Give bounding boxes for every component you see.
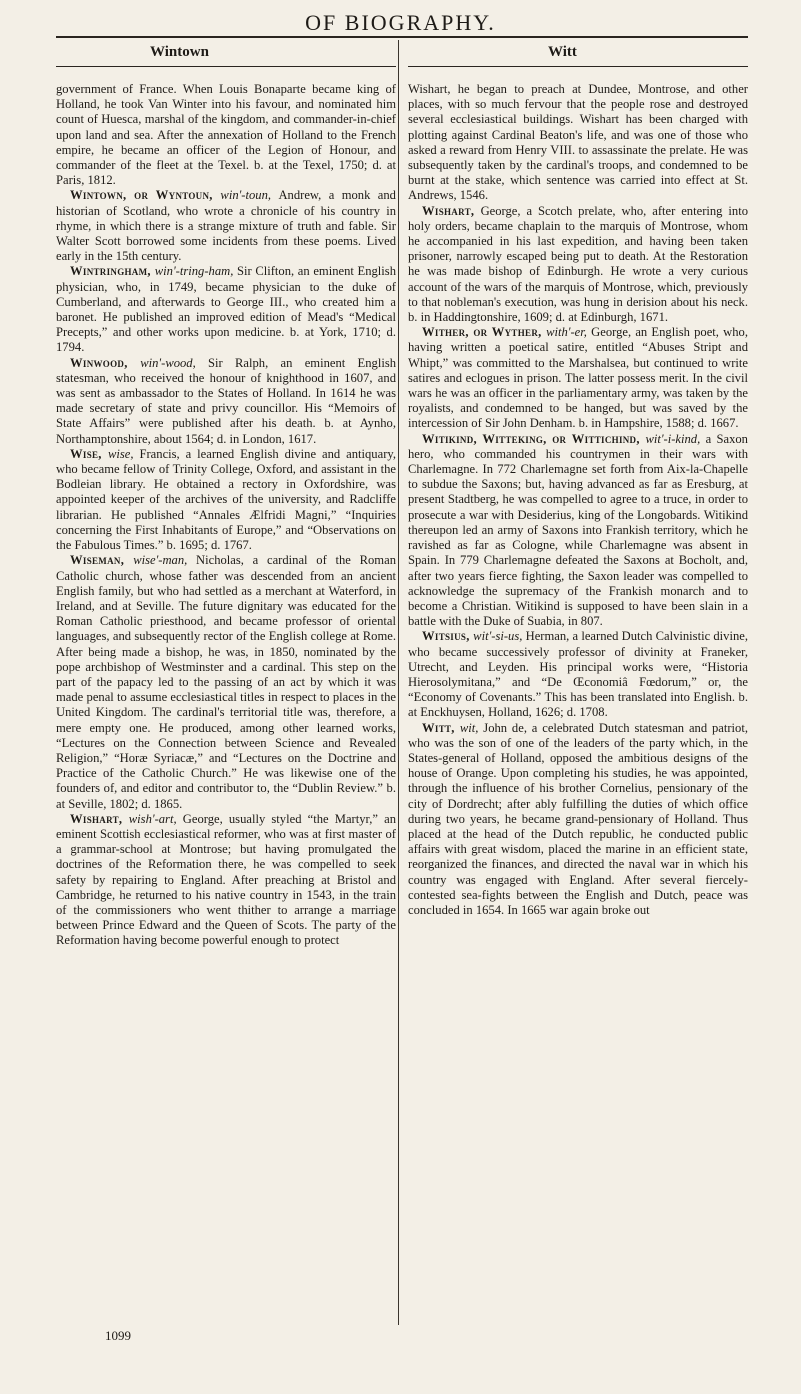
entry (56, 553, 396, 811)
entry (408, 325, 748, 431)
entry-headword: Wishart, (422, 203, 481, 218)
entry-headword: Wishart, (70, 811, 129, 826)
left-column (56, 82, 396, 949)
left-guide-rule (56, 66, 396, 67)
entry-pronunciation: wise'-man, (133, 553, 197, 568)
entry (56, 812, 396, 949)
entry-pronunciation: win'-tring-ham, (154, 264, 238, 279)
entry (408, 629, 748, 720)
entry-text: a Saxon hero, who commanded his countrymen in their wars with Charlemagne. In 772 Charlemagne set forth from Aix-la-Chapelle to subdue the Saxons; but, having advanced as far as Eresburg, at present Stadtberg, he was compelled to agree to a truce, in order to prosecute a war with Desiderius, king of the Longobards. Witikind thereupon led an army of Saxons into Frankish territory, which he ravished as far as Cologne, while Charlemagne was absent in Spain. In 779 Charlemagne defeated the Saxons at Bocholt, and, after two years fierce fighting, the Saxon leader was compelled to acknowledge the supremacy of the Frankish monarch and to become a Christian. Witikind is supposed to have been slain in a battle with the Duke of Suabia, in 807. (408, 431, 748, 629)
entry (56, 264, 396, 355)
entry-headword: Witikind, Witteking, or Wittichind, (422, 431, 646, 446)
entry (56, 356, 396, 447)
entry-text: Nicholas, a cardinal of the Roman Catholic church, whose father was descended from an ancient English family, but who had settled as a merchant at Waterford, in Ireland, and at Seville. The future dignitary was educated for the Roman Catholic priesthood, and became professor of oriental languages, and subsequently rector of the English college at Rome. After being made a bishop, he was, in 1850, nominated by the pope archbishop of Westminster and a cardinal. This step on the part of the papacy led to the passing of an act by which it was made penal to assume ecclesiastical titles in respect to places in the United Kingdom. The cardinal's territorial title was, therefore, a mere empty one. He produced, among other learned works, “Lectures on the Connection between Science and Revealed Religion,” “Horæ Syriacæ,” and “Lectures on the Doctrine and Practice of the Catholic Church.” He was likewise one of the founders of, and editor and contributor to, the “Dublin Review.” b. at Seville, 1802; d. 1865. (56, 553, 396, 811)
entry-pronunciation: win'-wood, (140, 355, 209, 370)
entry-pronunciation: wit'-i-kind, (645, 431, 706, 446)
header-rule (56, 36, 748, 38)
entry-headword: Wither, or Wyther, (422, 325, 547, 340)
entry-text: Herman, a learned Dutch Calvinistic divine, who became successively professor of divinity at Franeker, Utrecht, and Leyden. His principal works were, “Historia Hierosolymitana,” and “De Œconomiâ Fœdorum,” or, the “Economy of Covenants.” This has been translated into English. b. at Enckhuysen, Holland, 1626; d. 1708. (408, 629, 748, 720)
entry-pronunciation: wish'-art, (128, 811, 183, 826)
entry-text: Sir Clifton, an eminent English physician, who, in 1749, became physician to the duke of Cumberland, and afterwards to George III., who created him a baronet. He published an improved edition of Mead's “Medical Precepts,” and other works upon medicine. b. at York, 1710; d. 1794. (56, 264, 396, 355)
entry-headword: Winwood, (70, 355, 141, 370)
entry (408, 432, 748, 630)
entry-headword: Wintringham, (70, 264, 155, 279)
entry-text: John de, a celebrated Dutch statesman and patriot, who was the son of one of the leaders of the party which, in the States-general of Holland, opposed the ambitious designs of the house of Orange. Upon completing his studies, he was appointed, through the influence of his brother Cornelius, pensionary of the city of Dordrecht; after ably fulfilling the duties of which office during two years, he became grand-pensionary of Holland. Thus placed at the head of the Dutch republic, he conducted public affairs with great wisdom, placed the marine in an efficient state, reorganized the finances, and directed the naval war in which his country was engaged with England. After several fiercely-contested sea-fights between the English and Dutch, peace was concluded in 1654. In 1665 war again broke out (408, 720, 748, 917)
running-title: OF BIOGRAPHY. (305, 10, 496, 35)
entry-text: Wishart, he began to preach at Dundee, Montrose, and other places, with so much fervour that the people rose and destroyed several ecclesiastical buildings. Wishart has been charged with plotting against Cardinal Beaton's life, and was one of those who asked a reward from Henry VIII. to assassinate the prelate. He was subsequently taken by the cardinal's troops, and condemned to be burnt at the stake, which sentence was carried into effect at St. Andrews, 1546. (408, 82, 748, 203)
entry-pronunciation: with'-er, (546, 325, 592, 340)
page-number: 1099 (105, 1328, 131, 1343)
entry (408, 721, 748, 919)
entry-headword: Wiseman, (70, 553, 134, 568)
entry-pronunciation: wise, (108, 446, 140, 461)
entry-headword: Wintown, or Wyntoun, (70, 188, 221, 203)
entry (408, 204, 748, 326)
entry-text: Francis, a learned English divine and antiquary, who became fellow of Trinity College, Oxford, and assistant in the Bodleian library. He obtained a rectory in Oxfordshire, was appointed keeper of the archives of the university, and Radcliffe librarian. He published “Annales Ælfridi Magni,” “Inquiries concerning the First Inhabitants of Europe,” and “Observations on the Fabulous Times.” b. 1695; d. 1767. (56, 446, 397, 553)
entry-headword: Wise, (70, 446, 108, 461)
entry-text: government of France. When Louis Bonaparte became king of Holland, he took Van Winter into his favour, and nominated him count of Huesca, marshal of the kingdom, and commander-in-chief upon land and sea. After the annexation of Holland to the French empire, he became an officer of the Legion of Honour, and commander of the fleet at the Texel. b. at the Texel, 1750; d. at Paris, 1812. (56, 82, 396, 188)
right-guide-rule (408, 66, 748, 67)
entry-pronunciation: win'-toun, (220, 188, 279, 203)
entry-pronunciation: wit, (459, 720, 484, 735)
entry-text: George, a Scotch prelate, who, after entering into holy orders, became chaplain to the marquis of Montrose, whom he accompanied in his last expedition, and having been taken prisoner, narrowly escaped being put to death. At the Restoration he was made bishop of Edinburgh. He wrote a very curious account of the wars of the marquis of Montrose, which, previously to that nobleman's execution, was hung in derision about his neck. b. in Haddingtonshire, 1609; d. at Edinburgh, 1671. (408, 203, 748, 325)
entry-text: Andrew, a monk and historian of Scotland, who wrote a chronicle of his country in rhyme, in which there is a strange mixture of truth and fable. Sir Walter Scott borrowed some incidents from these poems. Lived early in the 15th century. (56, 188, 396, 264)
right-column (408, 82, 748, 918)
entry-headword: Witt, (422, 720, 460, 735)
entry (56, 447, 396, 553)
entry-headword: Witsius, (422, 629, 474, 644)
entry-text: Sir Ralph, an eminent English statesman, who received the honour of knighthood in 1607, and was sent as ambassador to the States of Holland. In 1614 he was made secretary of state and privy councillor. His “Memoirs of State Affairs” were published after his death. b. at Aynho, Northamptonshire, about 1564; d. in London, 1617. (56, 355, 397, 446)
left-guide-word: Wintown (150, 44, 209, 60)
right-guide-word: Witt (548, 44, 577, 60)
entry-text: George, an English poet, who, having written a poetical satire, entitled “Abuses Stript and Whipt,” was committed to the Marshalsea, but continued to write satires and eclogues in prison. The latter possess merit. In the civil wars he was an officer in the parliamentary army, was taken by the royalists, and condemned to be hanged, but was saved by the intercession of Sir John Denham. b. in Hampshire, 1588; d. 1667. (408, 325, 748, 431)
column-divider (398, 40, 399, 1325)
entry (56, 82, 396, 188)
entry-pronunciation: wit'-si-us, (473, 629, 526, 644)
entry (408, 82, 748, 204)
entry-text: George, usually styled “the Martyr,” an eminent Scottish ecclesiastical reformer, who was at first master of a grammar-school at Montrose; but having promulgated the doctrines of the Reformation there, he was compelled to seek safety by repairing to England. After preaching at Bristol and Cambridge, he returned to his native country in 1543, in the train of the commissioners who went thither to arrange a marriage between Prince Edward and the Queen of Scots. The party of the Reformation having become powerful enough to protect (56, 811, 396, 948)
entry (56, 188, 396, 264)
